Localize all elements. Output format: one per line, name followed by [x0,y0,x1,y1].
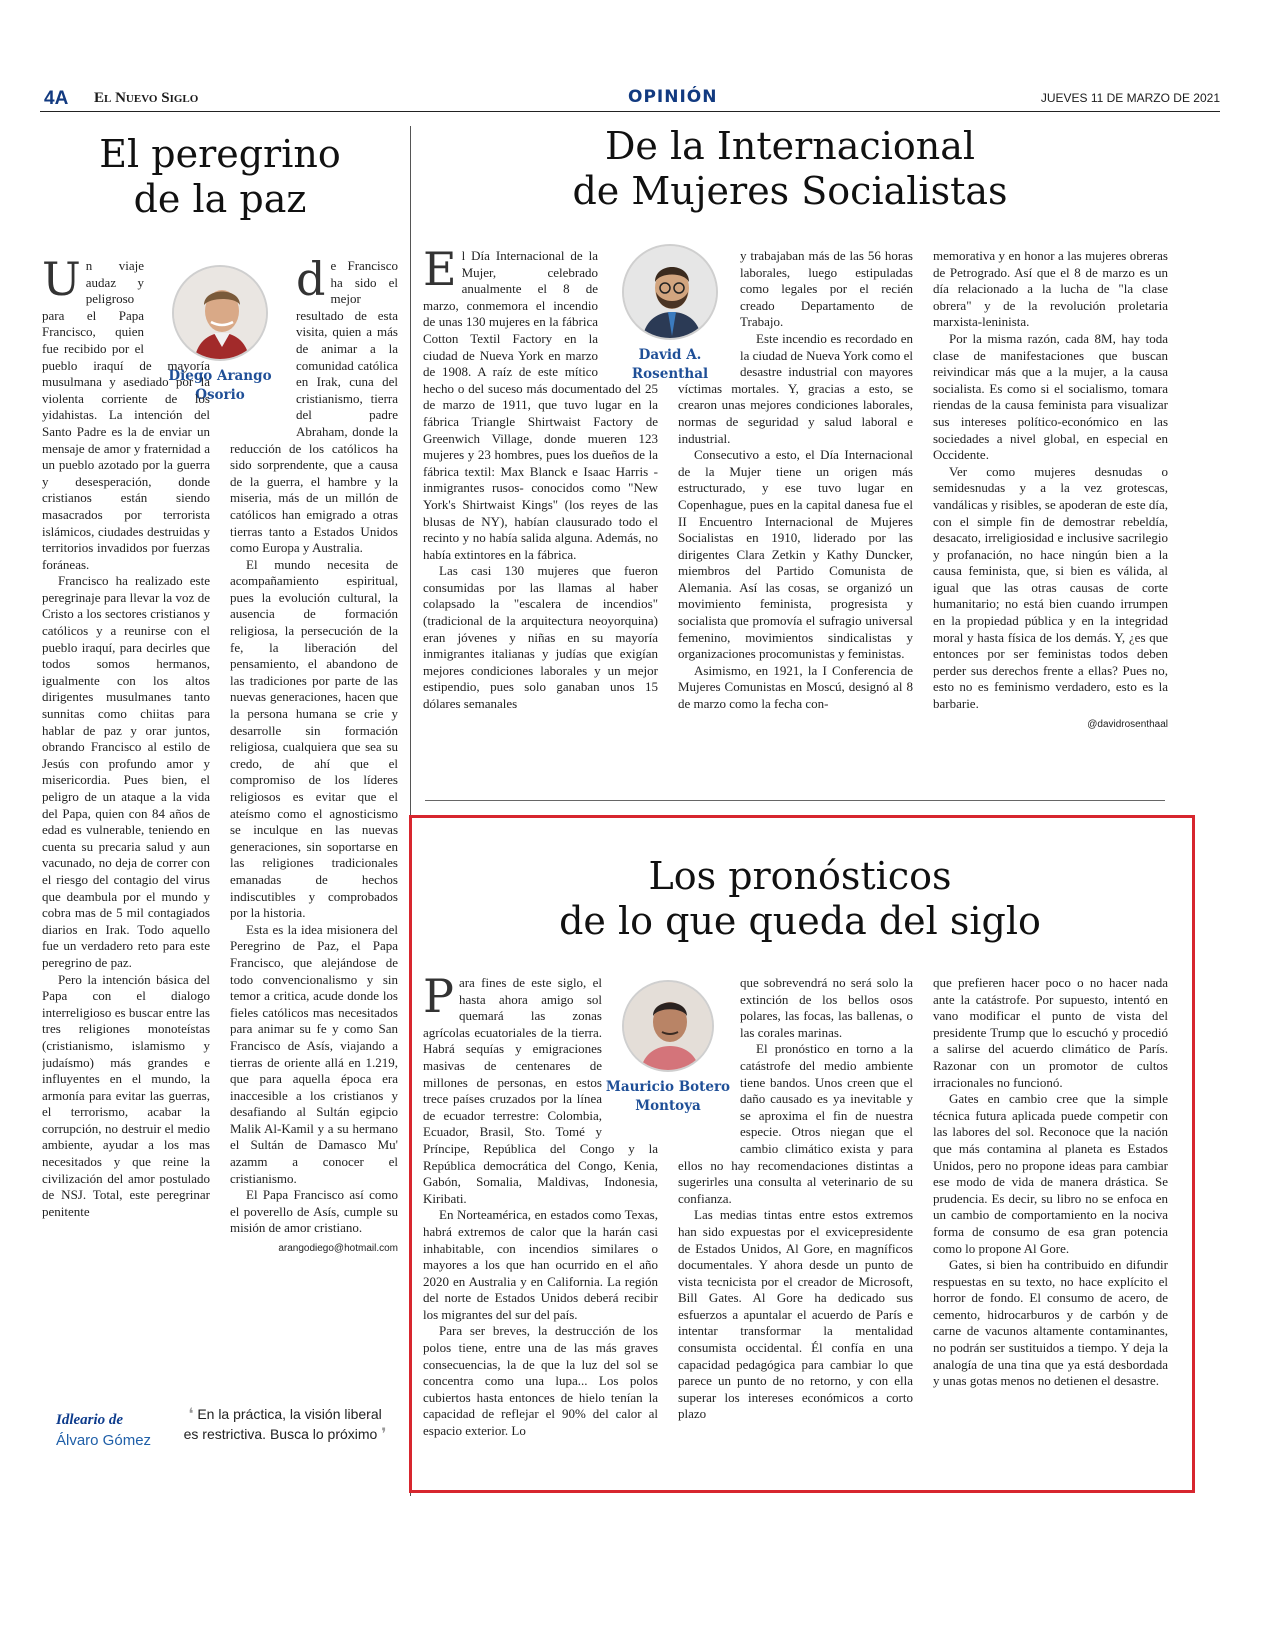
article-1-title: El peregrino de la paz [99,132,341,221]
article-3-column-2 [678,975,913,1480]
quote-box [40,1398,400,1488]
author-email: arangodiego@hotmail.com [278,1243,398,1255]
layout-spacer [678,248,740,378]
section-name: OPINIÓN [628,87,718,107]
paragraph: Un viaje audaz y peligroso para el Papa Francisco, quien fue recibido por el pueblo iraquí de mayoría musulmana y asediado por la violenta corriente de los yidahistas. La intención del Santo Padre es la de enviar un mensaje de amor y fraternidad a un pueblo azotado por la guerra y desesperación, donde cristianos están siendo masacrados por terrorista islámicos, ciudades destruidas y territorios invadidos por fuerzas foráneas. [42,258,210,572]
author-name: Diego Arango Osorio [168,368,272,403]
article-2-column-3 [933,248,1168,748]
brand-logo-line-1: Idleario de [56,1412,124,1428]
layout-spacer [602,975,658,1125]
article-3-column-1 [423,975,658,1480]
article-3-title: Los pronósticos de lo que queda del siglo [559,854,1041,943]
brand-logo-line-2: Álvaro Gómez [56,1432,152,1449]
layout-spacer [598,248,658,378]
paragraph: Las casi 130 mujeres que fueron consumidas por las llamas al haber colapsado la "escalera de incendios" (tradicional de la arquitectura neoyorquina) eran jóvenes y niñas en su mayoría inmigrantes italianas y judías que exigían mejores condiciones laborales y un mejor estipendio, pues solo ganaban unos 15 dólares semanales [423,563,658,712]
paragraph: Para fines de este siglo, el hasta ahora amigo sol quemará las zonas agrícolas ecuatoriales de la tierra. Habrá sequías y emigraciones masivas de centenares de millones de personas, en estos trece países cruzados por la línea de ecuador terrestre: Colombia, Ecuador, Brasil, Sto. Tomé y Príncipe, República del Congo y la República democrática del Congo, Kenia, Gabón, Somalia, Maldivas, Indonesia, Kiribati. [423,975,658,1206]
issue-date: JUEVES 11 DE MARZO DE 2021 [1040,91,1220,105]
paragraph: Francisco ha realizado este peregrinaje para llevar la voz de Cristo a los sectores cristianos y católicos y a reunirse con el pueblo iraquí, para decirles que todos somos hermanos, igualmente con los altos dirigentes musulmanes tanto sunnitas como chiitas para hablar de paz y orar juntos, obrando Francisco al estilo de Jesús con profundo amor y misericordia. Pues bien, el peligro de un ataque a la vida del Papa, quien con 84 años de edad es vulnerable, teniendo en cuenta su precaria salud y aun vacunado, no deja de correr con el riesgo del contagio del virus que deambula por el mundo y cobra mas de 5 mil contagiados diarios en Irak. Todo aquello fue un verdadero reto para este peregrino de paz. [42,573,210,970]
paragraph: Esta es la idea misionera del Peregrino de Paz, el Papa Francisco, que alejándose de todo convencionalismo y sin temor a critica, acude donde los fieles católicos mas necesitados para animar su fe y como San Francisco de Asís, viajando a tierras de oriente allá en 1.219, que para aquella época era inaccesible a los cristianos y desafiando al Sultán egipcio Malik Al-Kamil y a su hermano el Sultán de Damasco Mu' azamm a conocer el cristianismo. [230,921,398,1186]
layout-spacer [230,258,296,438]
paragraph: Gates, si bien ha contribuido en difundir respuestas en su texto, no hace explícito el horror de fondo. El consumo de acero, de cemento, hidrocarburos y de carbón y de carne de vacunos altamente contaminantes, no podrán ser sustituidos a tiempo. Y deja la analogía de una tina que ya está desbordada y unas gotas menos no detienen el desastre. [933,1257,1168,1389]
author-handle: @davidrosenthaal [1087,718,1168,730]
paragraph: El Día Internacional de la Mujer, celebrado anualmente el 8 de marzo, conmemora el incendio de unas 130 mujeres en la fábrica Cotton Textil Factory en la ciudad de Nueva York en marzo de 1908. A raíz de este mítico hecho o del suceso más documentado del 25 de marzo de 1911, que tuvo lugar en la fábrica Triangle Shirtwaist Factory de Greenwich Village, donde mueren 123 mujeres y 23 hombres, pues los dueños de la fábrica textil: Max Blanck e Isaac Harris -inmigrantes rusos- conocidos como "New York's Shirtwaist Kings" (los reyes de las blusas de NY), habían clausurado todo el recinto y no había salida alguna. Además, no había extintores en la fábrica. [423,248,658,562]
paragraph: Ver como mujeres desnudas o semidesnudas y a la vez grotescas, vandálicas y risibles, se apoderan de este día, con el simple fin de demostrar rebeldía, desacato, irreligiosidad e inclusive sacrilegio y profanación, no hace ningún bien a la causa feminista, que, si bien es válida, al igual que las otras causas de corte humanitario; no está bien cuando irrumpen en la propiedad pública y en la integridad moral y hasta física de los demás. Y, ¿es que entonces por ser feministas todos deben perder sus derechos frente a ellas? Pues no, esto no es feminismo verdadero, esto es la barbarie. [933,463,1168,712]
paragraph: Las medias tintas entre estos extremos han sido expuestas por el exvicepresidente de Estados Unidos, Al Gore, en magníficos documentales. Y ahora desde un punto de vista tecnicista por el creador de Microsoft, Bill Gates. Al Gore ha dedicado sus esfuerzos a apuntalar el acuerdo de París e intentar transformar la mentalidad consumista occidental. Él confía en una capacidad pedagógica para cambiar lo que parece un punto de no retorno, y con ella superar los intereses económicos a corto plazo [678,1207,913,1422]
paragraph: Este incendio es recordado en la ciudad de Nueva York como el desastre industrial con mayores víctimas mortales. Y, gracias a esto, se crearon unas mejores condiciones laborales, normas de seguridad y salud laboral e industrial. [678,330,913,446]
section-divider [425,800,1165,801]
paragraph: Para ser breves, la destrucción de los polos tiene, entre una de las más graves consecuencias, la de que la luz del sol se concentra como una lupa... Los polos cubiertos hasta entonces de hielo tenían la capacidad de reflejar el 90% del calor al espacio exterior. Lo [423,1323,658,1439]
article-2-title: De la Internacional de Mujeres Socialistas [572,124,1008,213]
article-2-column-1 [423,248,658,748]
article-3-column-3 [933,975,1168,1480]
author-name: David A. Rosenthal [631,347,709,382]
article-1-column-2 [230,258,398,1368]
paragraph: de Francisco ha sido el mejor resultado de esta visita, quien a más de animar a la comunidad católica en Irak, cuna del cristianismo, tierra del padre Abraham, donde la reducción de los católicos ha sido sorprendente, que a causa de la guerra, el hambre y la miseria, más de un millón de católicos han emigrado a otras tierras tanto a Estados Unidos como Europa y Australia. [230,258,398,556]
paragraph: Gates en cambio cree que la simple técnica futura aplicada puede competir con las labores del sol. Reconoce que la nación que más contamina al planeta es Estados Unidos, pero no propone ideas para cambiar ese modo de vida de manera drástica. Se prudencia. Es decir, su libro no se enfoca en un cambio de comportamiento en la nociva forma de consumo de esa gran potencia como lo propone Al Gore. [933,1091,1168,1256]
paragraph: El Papa Francisco así como el poverello de Asís, cumple su misión de amor cristiano. [230,1187,398,1236]
close-quote-icon: ❜ [381,1424,387,1443]
author-name: Mauricio Botero Montoya [605,1079,731,1114]
layout-spacer [144,258,210,354]
paragraph: Pero la intención básica del Papa con el dialogo interreligioso es buscar entre las tres religiones monoteístas (cristianismo, islamismo y judaísmo) más grandes e influyentes en el mundo, la armonía para evitar las guerras, el terrorismo, acabar la corrupción, no destruir el medio ambiente, ayudar a los mas necesitados y que reine la civilización del amor postulado de NSJ. Total, este peregrinar penitente [42,971,210,1219]
layout-spacer [678,975,740,1155]
paragraph: Asimismo, en 1921, la I Conferencia de Mujeres Comunistas en Moscú, designó al 8 de marzo como la fecha con- [678,662,913,712]
article-1-column-1 [42,258,210,1366]
paragraph: En Norteamérica, en estados como Texas, habrá extremos de calor que la harán casi inhabitable, con incendios similares o mayores a los que han ocurrido en el año 2020 en Australia y en California. La región del norte de Estados Unidos deberá recibir los migrantes del sur del país. [423,1207,658,1322]
article-2-column-2 [678,248,913,748]
paragraph: y trabajaban más de las 56 horas laborales, luego estipuladas como legales por el recién creado Departamento de Trabajo. [740,248,913,330]
paragraph: que sobrevendrá no será solo la extinción de los bellos osos polares, las focas, las ballenas, o las corales marinas. [740,975,913,1040]
paragraph: El pronóstico en torno a la catástrofe del medio ambiente tiene bandos. Unos creen que el daño causado es ya inevitable y se aproxima el fin de nuestra especie. Otros niegan que el cambio climático exista y para ellos no hay recomendaciones distintas a sugerirles una consulta al veterinario de su confianza. [678,1041,913,1206]
open-quote-icon: ❛ [188,1404,194,1423]
quote-text-block [180,1404,390,1444]
paragraph: memorativa y en honor a las mujeres obreras de Petrogrado. Así que el 8 de marzo es un día relacionado a la lucha de "la clase obrera" y de la revolución proletaria marxista-leninista. [933,248,1168,330]
paragraph: Por la misma razón, cada 8M, hay toda clase de manifestaciones que buscan reivindicar más que a la mujer, a la causa socialista. Es como si el socialismo, tomara riendas de la causa feminista para visualizar sus intereses político-económico en las sociedades a nivel global, en especial en Occidente. [933,330,1168,463]
quote-text: En la práctica, la visión liberal es restrictiva. Busca lo próximo [183,1406,382,1442]
newspaper-name: El Nuevo Siglo [94,90,199,106]
page-number: 4A [44,88,69,109]
page-header [40,86,1220,112]
paragraph: que prefieren hacer poco o no hacer nada ante la catástrofe. Por supuesto, intentó en vano modificar el punto de vista del presidente Trump que lo escuchó y procedió a salirse del acuerdo climático de París. Razonar con un promotor de cultos irracionales no funcionó. [933,975,1168,1090]
paragraph: Consecutivo a esto, el Día Internacional de la Mujer tiene un origen más estructurado, y ese tuvo lugar en Copenhague, pues en la capital danesa fue el II Encuentro Internacional de Mujeres Socialistas en 1910, liderado por las dirigentes Clara Zetkin y Kathy Duncker, miembros del Partido Comunista de Alemania. Así las cosas, se organizó un movimiento feminista, progresista y socialista que promovía el sufragio universal femenino, movimientos sindicalistas y organizaciones procomunistas y feministas. [678,447,913,662]
paragraph: El mundo necesita de acompañamiento espiritual, pues la evolución cultural, la ausencia de formación religiosa, la persecución de la fe, la liberación del pensamiento, el abandono de las tradiciones por parte de las nuevas generaciones, hacen que la persona humana se crie y desarrolle sin formación religiosa, cualquiera que sea su credo, de ahí que el compromiso de los líderes religiosos es evitar que el ateísmo como el agnosticismo se inculque en las nuevas generaciones, sin soportarse en las religiones tradicionales emanadas de hechos indiscutibles y comprobados por la historia. [230,556,398,921]
